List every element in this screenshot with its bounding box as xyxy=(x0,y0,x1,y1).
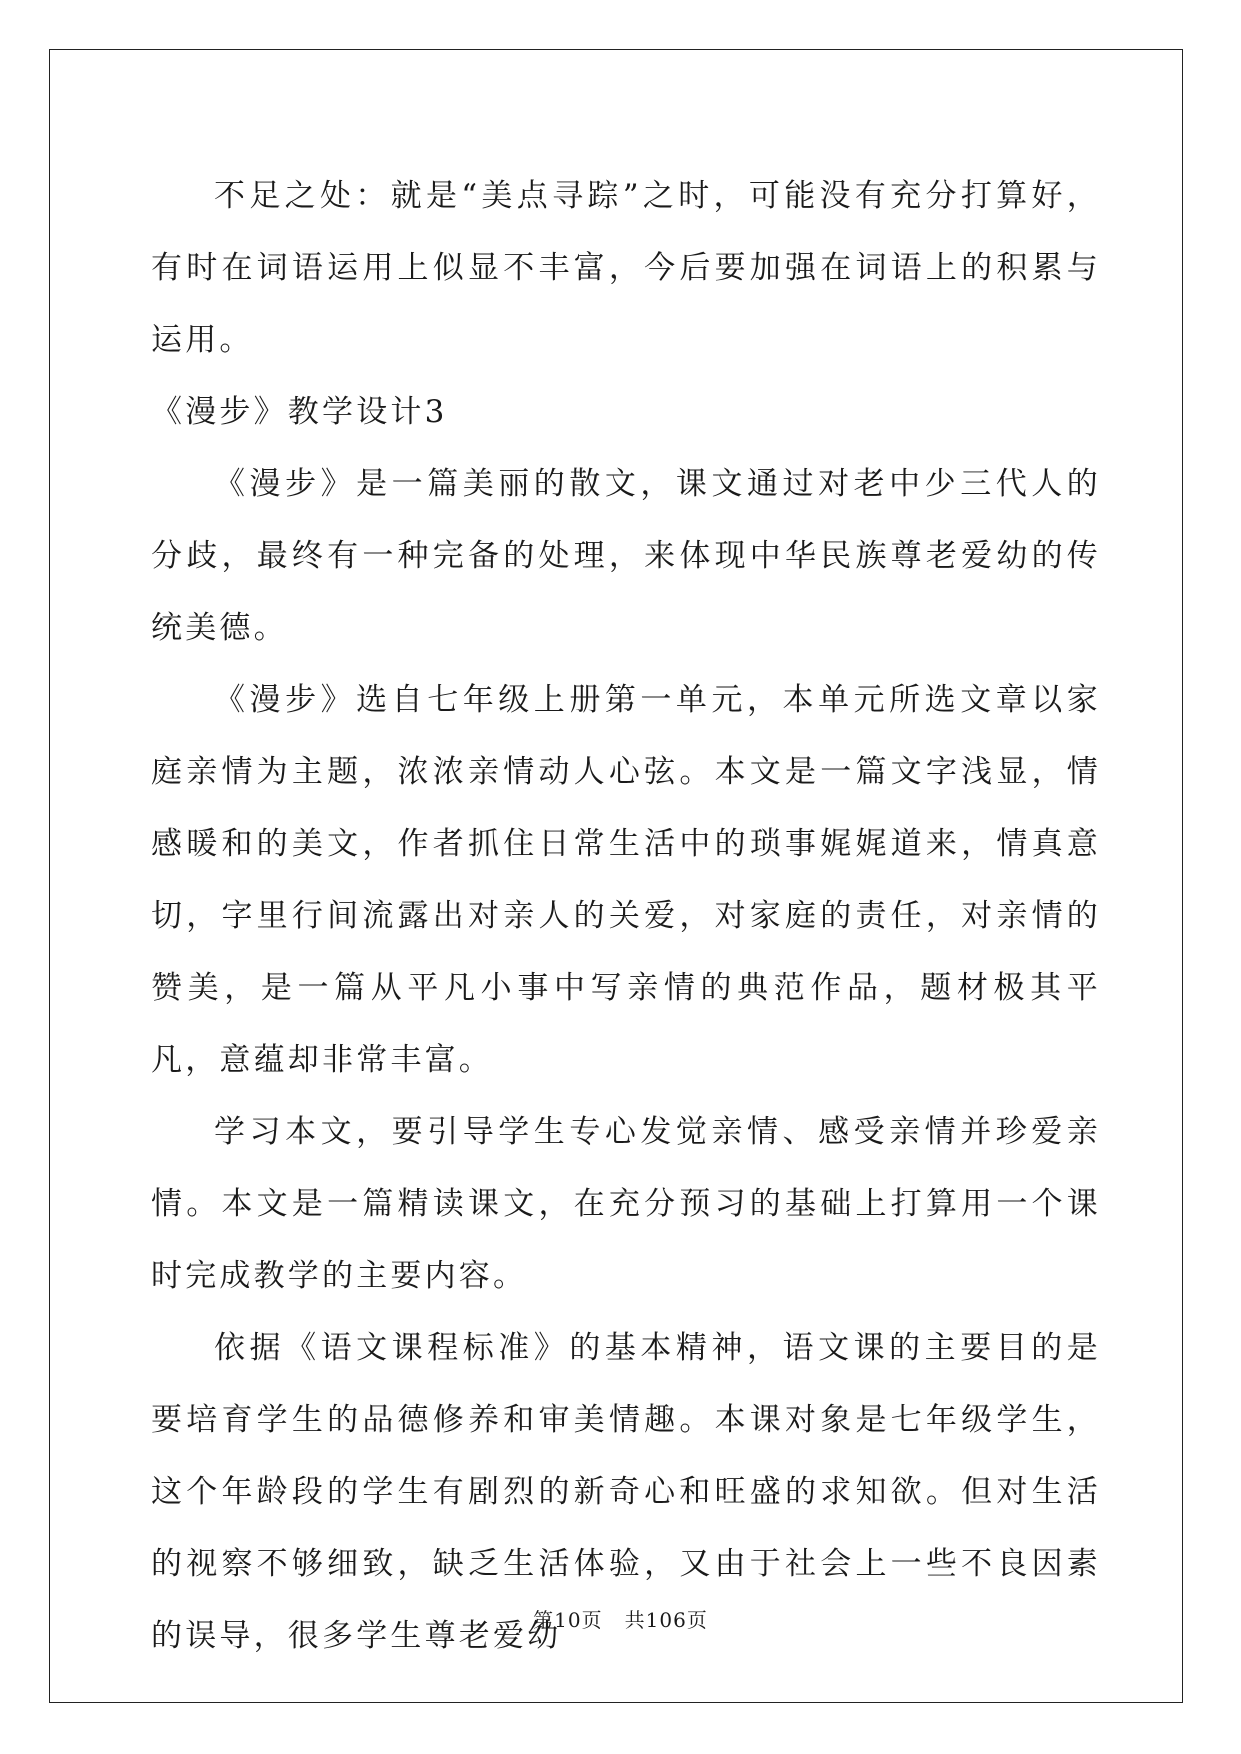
document-body xyxy=(151,160,1101,1672)
paragraph-learning-goal: 学习本文，要引导学生专心发觉亲情、感受亲情并珍爱亲情。本文是一篇精读课文，在充分预习的基础上打算用一个课时完成教学的主要内容。 xyxy=(151,1114,1101,1294)
page-total: 共106页 xyxy=(624,1608,708,1632)
paragraph-unit-context: 《漫步》选自七年级上册第一单元，本单元所选文章以家庭亲情为主题，浓浓亲情动人心弦。本文是一篇文字浅显，情感暖和的美文，作者抓住日常生活中的琐事娓娓道来，情真意切，字里行间流露出对亲人的关爱，对家庭的责任，对亲情的赞美，是一篇从平凡小事中写亲情的典范作品，题材极其平凡，意蕴却非常丰富。 xyxy=(151,682,1101,1078)
page-footer xyxy=(0,1604,1241,1633)
paragraph-curriculum-basis: 依据《语文课程标准》的基本精神，语文课的主要目的是要培育学生的品德修养和审美情趣。本课对象是七年级学生，这个年龄段的学生有剧烈的新奇心和旺盛的求知欲。但对生活的视察不够细致，缺乏生活体验，又由于社会上一些不良因素的误导，很多学生尊老爱幼 xyxy=(151,1330,1101,1654)
paragraph-intro: 《漫步》是一篇美丽的散文，课文通过对老中少三代人的分歧，最终有一种完备的处理，来体现中华民族尊老爱幼的传统美德。 xyxy=(151,466,1101,646)
page-number: 第10页 xyxy=(533,1608,603,1632)
paragraph-shortcomings: 不足之处：就是“美点寻踪”之时，可能没有充分打算好，有时在词语运用上似显不丰富，今后要加强在词语上的积累与运用。 xyxy=(151,178,1101,358)
section-heading: 《漫步》教学设计3 xyxy=(151,394,448,430)
